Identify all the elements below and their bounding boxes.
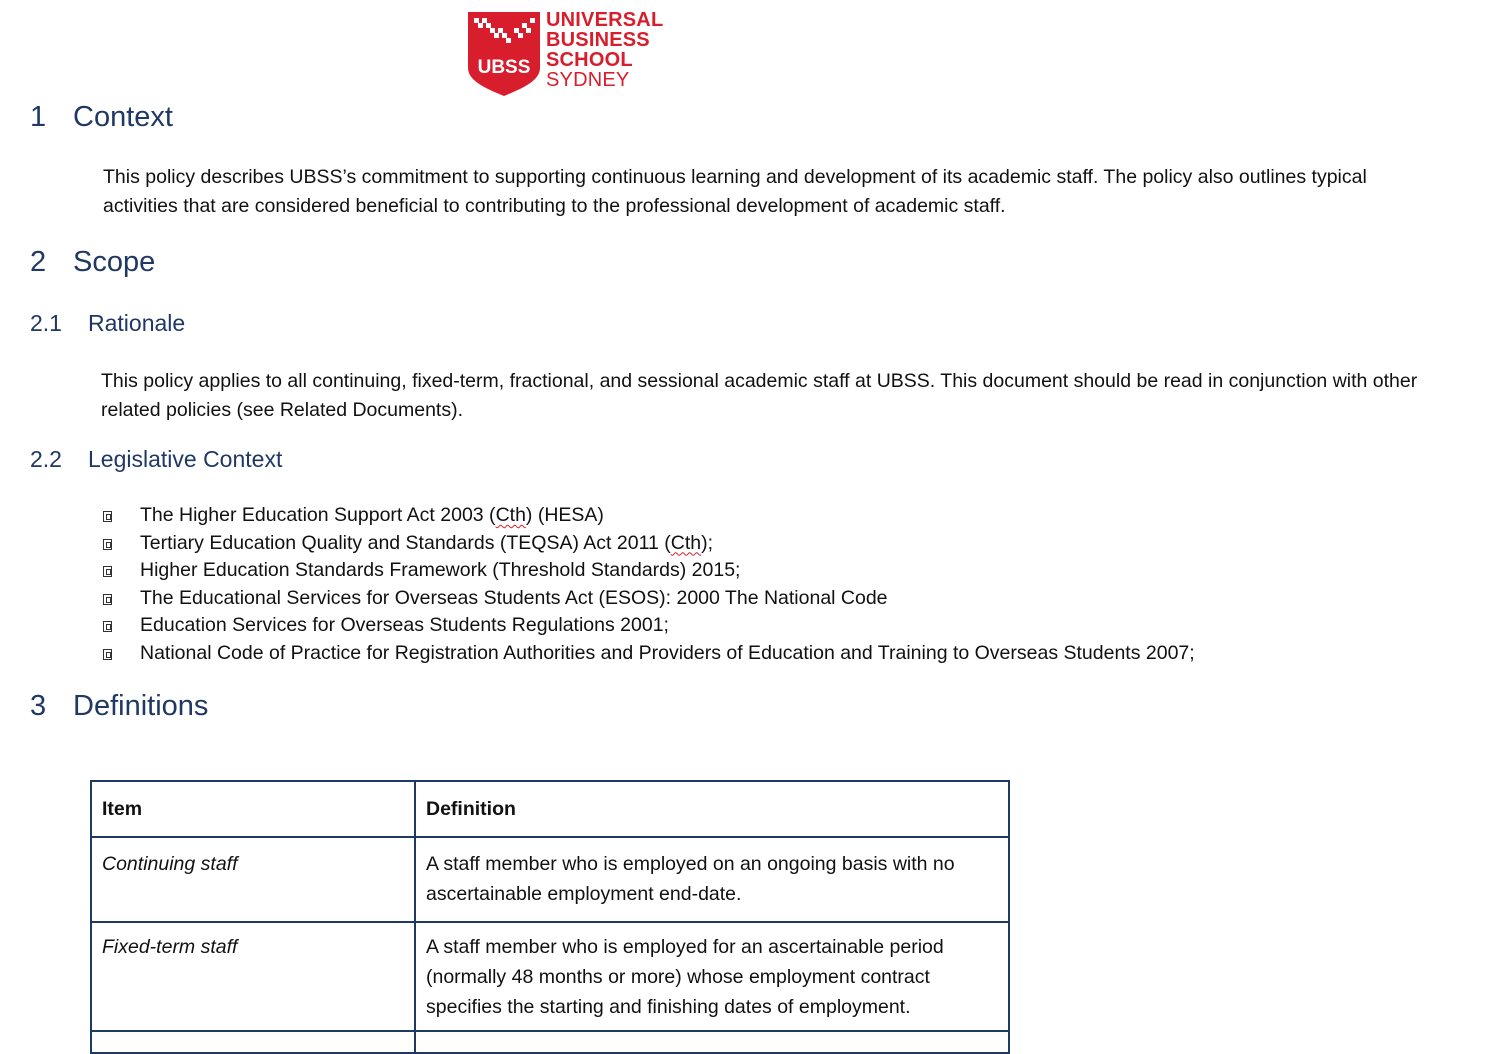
definition-cell: A staff member who is employed for an ascertainable period (normally 48 months or more) whose employment contract specifies the starting and finishing dates of employment.	[415, 922, 1009, 1031]
list-item: The Higher Education Support Act 2003 (Cth) (HESA)	[103, 502, 1195, 530]
bullet-icon	[103, 594, 112, 605]
column-header-definition: Definition	[415, 781, 1009, 837]
bullet-icon	[103, 649, 112, 660]
bullet-icon	[103, 621, 112, 632]
paragraph-line: activities that are considered beneficial to contributing to the professional development of academic staff.	[103, 195, 1006, 217]
item-cell	[91, 1031, 415, 1053]
heading-title: Context	[73, 101, 173, 133]
heading-definitions	[30, 690, 208, 723]
heading-number: 1	[30, 101, 47, 133]
definitions-table	[90, 780, 1010, 1054]
legislation-list	[103, 502, 1195, 668]
column-header-item: Item	[91, 781, 415, 837]
list-item: Education Services for Overseas Students Regulations 2001;	[103, 612, 1195, 640]
heading-title: Legislative Context	[88, 446, 283, 472]
context-paragraph	[103, 163, 1367, 221]
heading-number: 2	[30, 246, 47, 278]
logo-line-4: SYDNEY	[546, 69, 630, 91]
logo-wordmark	[546, 10, 663, 90]
table-row	[91, 837, 1009, 922]
heading-legislative-context	[30, 446, 282, 473]
heading-title: Scope	[73, 246, 156, 278]
paragraph-line: This policy applies to all continuing, fixed-term, fractional, and sessional academic staff at UBSS. This document should be read in conjunction with other	[101, 370, 1418, 392]
bullet-icon	[103, 539, 112, 550]
heading-title: Rationale	[88, 310, 186, 336]
logo-line-1: UNIVERSAL	[546, 9, 664, 31]
item-cell: Continuing staff	[91, 837, 415, 922]
shield-logo-icon	[466, 10, 542, 96]
definition-cell: A staff member who is employed on an ongoing basis with no ascertainable employment end-date.	[415, 837, 1009, 922]
heading-number: 2.1	[30, 310, 62, 336]
list-item: The Educational Services for Overseas Students Act (ESOS): 2000 The National Code	[103, 585, 1195, 613]
spelling-flag: Cth	[670, 531, 702, 554]
item-cell: Fixed-term staff	[91, 922, 415, 1031]
ubss-logo	[466, 10, 676, 96]
logo-badge-text: UBSS	[477, 57, 531, 78]
heading-rationale	[30, 310, 185, 337]
list-item: National Code of Practice for Registration Authorities and Providers of Education and Training to Overseas Students 2007;	[103, 640, 1195, 668]
bullet-icon	[103, 566, 112, 577]
spelling-flag: Cth	[495, 504, 526, 526]
table-header-row	[91, 781, 1009, 837]
heading-number: 3	[30, 690, 47, 722]
list-item: Higher Education Standards Framework (Threshold Standards) 2015;	[103, 557, 1195, 585]
paragraph-line: related policies (see Related Documents).	[101, 399, 464, 421]
table-row	[91, 1031, 1009, 1053]
heading-context	[30, 101, 173, 134]
logo-line-2: BUSINESS	[546, 29, 650, 51]
heading-scope	[30, 246, 155, 279]
bullet-icon	[103, 511, 112, 522]
rationale-paragraph	[101, 367, 1417, 425]
logo-line-3: SCHOOL	[546, 49, 633, 71]
heading-title: Definitions	[73, 690, 209, 722]
table-row	[91, 922, 1009, 1031]
paragraph-line: This policy describes UBSS’s commitment to supporting continuous learning and development of its academic staff. The policy also outlines typical	[103, 166, 1367, 188]
heading-number: 2.2	[30, 446, 62, 472]
definition-cell	[415, 1031, 1009, 1053]
list-item: Tertiary Education Quality and Standards (TEQSA) Act 2011 (Cth);	[103, 530, 1195, 558]
